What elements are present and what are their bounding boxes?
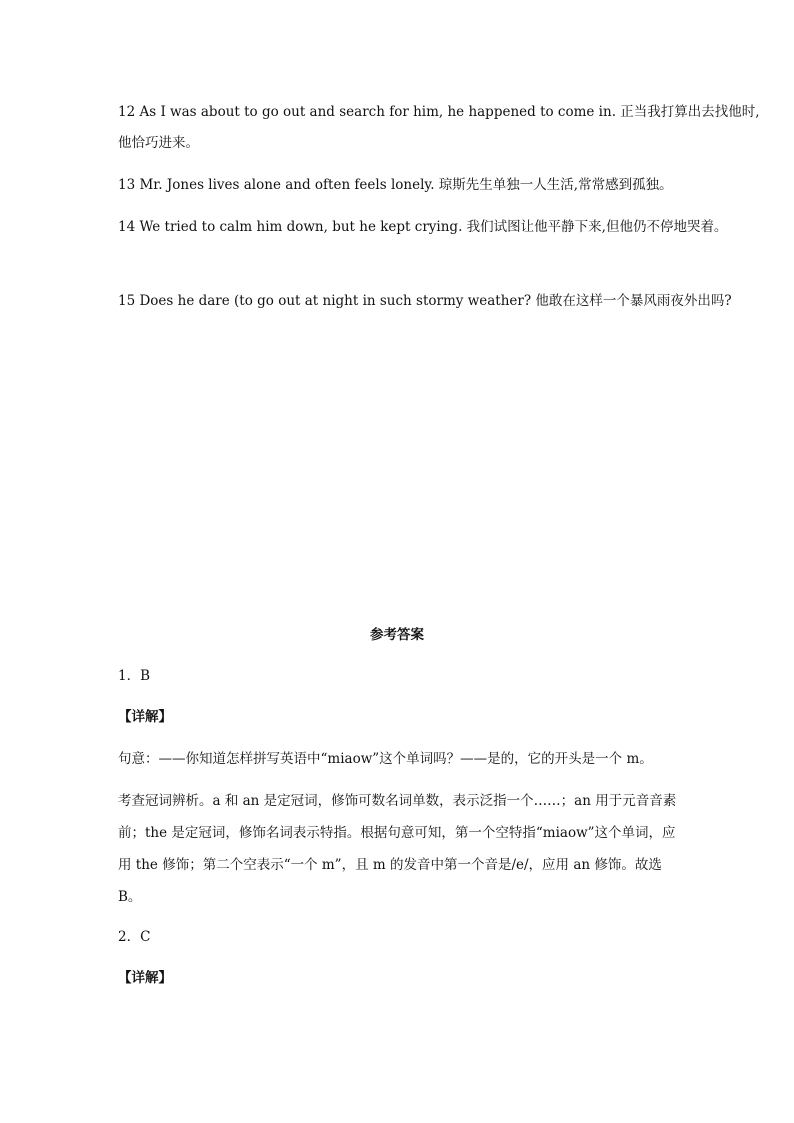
sentence-12-line-1: 12 As I was about to go out and search for him, he happened to come in. 正当我打算出去找他时, bbox=[118, 104, 760, 120]
answer-1-meaning: 句意：——你知道怎样拼写英语中“miaow”这个单词吗？——是的，它的开头是一个 m。 bbox=[118, 751, 653, 767]
sentence-12-line-2: 他恰巧进来。 bbox=[118, 135, 199, 151]
answer-2-label: 2．C bbox=[118, 929, 151, 945]
answer-2-detail-tag: 【详解】 bbox=[118, 970, 172, 986]
answer-1-label: 1．B bbox=[118, 668, 151, 684]
answer-1-detail-tag: 【详解】 bbox=[118, 709, 172, 725]
answers-heading: 参考答案 bbox=[370, 627, 424, 643]
sentence-13: 13 Mr. Jones lives alone and often feels lonely. 琼斯先生单独一人生活,常常感到孤独。 bbox=[118, 177, 673, 193]
sentence-15: 15 Does he dare (to go out at night in such stormy weather? 他敢在这样一个暴风雨夜外出吗? bbox=[118, 293, 732, 309]
answer-1-analysis: 考查冠词辨析。a 和 an 是定冠词，修饰可数名词单数，表示泛指一个……；an 用于元音音素前；the 是定冠词，修饰名词表示特指。根据句意可知，第一个空特指“miaow”这个单词，应用 the 修饰；第二个空表示“一个 m”，且 m 的发音中第一个音是/e/，应用 an 修饰。故选 B。 bbox=[118, 793, 677, 905]
sentence-14: 14 We tried to calm him down, but he kept crying. 我们试图让他平静下来,但他仍不停地哭着。 bbox=[118, 219, 728, 235]
